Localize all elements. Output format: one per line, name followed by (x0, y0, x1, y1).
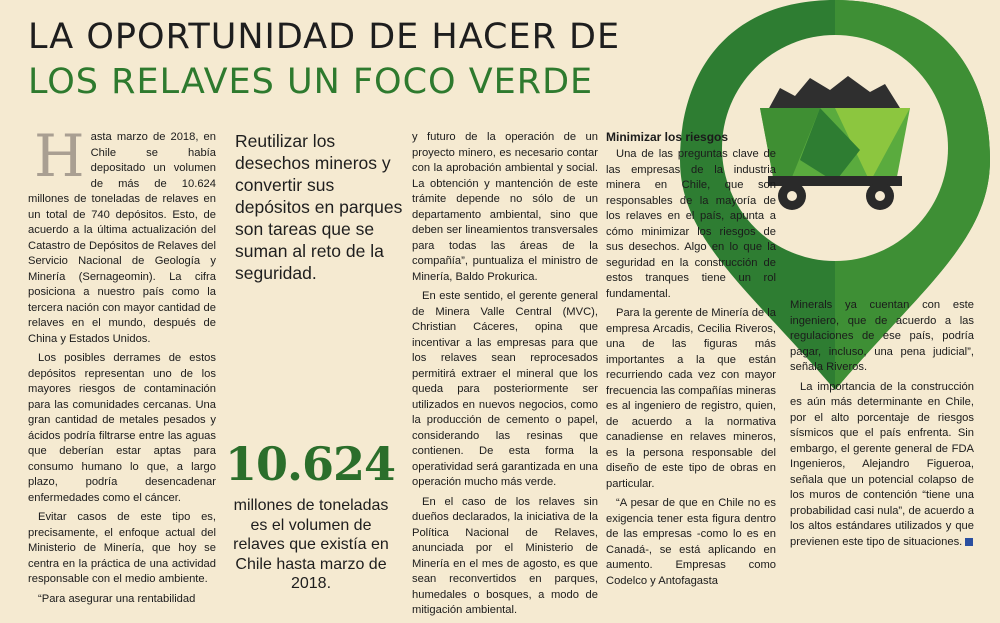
paragraph: Evitar casos de este tipo es, precisamente, el enfoque actual del Ministerio de Minería, que hoy se centra en la práctica de una actividad responsable con el medio ambiente. (28, 511, 216, 585)
highlight-number: 10.624 (225, 437, 396, 491)
paragraph (28, 122, 216, 347)
headline-line-2: LOS RELAVES UN FOCO VERDE (28, 62, 594, 102)
section-subhead: Minimizar los riesgos (606, 130, 729, 144)
cart-wheel-hub (875, 191, 885, 201)
paragraph-text: La importancia de la construcción es aún más determinante en Chile, por el alto porcentaje de riesgos sísmicos que el país enfrenta. Sin embargo, el gerente general de FDA Ingenieros, Alejandro Figueroa, señala que un potencial colapso de los muros de contención “tiene una probabilidad casi nula”, de acuerdo a los altos estándares utilizados y que previenen este tipo de situaciones. (790, 380, 974, 548)
paragraph: Minerals ya cuentan con este ingeniero, que de acuerdo a las regulaciones de ese país, podría pagar, incluso, una pena judicial”, señala Riveros. (790, 299, 974, 373)
article-column-4 (606, 130, 776, 593)
headline-line-1: LA OPORTUNIDAD DE HACER DE (28, 17, 621, 57)
drop-cap: H (34, 122, 85, 190)
cart-wheel-hub (787, 191, 797, 201)
article-column-3 (412, 130, 598, 623)
paragraph: y futuro de la operación de un proyecto minero, es necesario contar con la aprobación ambiental y social. La obtención y mantención de este trámite depende no sólo de un departamento ambiental, sino que deben ser lineamientos transversales para todas las áreas de la compañía”, puntualiza el ministro de Minería, Baldo Prokurica. (412, 131, 598, 283)
paragraph: “A pesar de que en Chile no es exigencia tener esta figura dentro de las empresas -como lo es en Canadá-, se está aplicando en aumento. Empresas como Codelco y Antofagasta (606, 497, 776, 587)
paragraph: En este sentido, el gerente general de Minera Valle Central (MVC), Christian Cáceres, opina que incentivar a las empresas para que los relaves sean reprocesados permitirá extraer el mineral que los queda para posteriormente ser utilizados en nuevos negocios, como la producción de cemento o papel, considerando las resinas que contienen. De esta forma la operatividad será garantizada en una operación mucho más verde. (412, 290, 598, 488)
paragraph: Una de las preguntas clave de las empresas de la industria minera en Chile, que son responsables de la mayoría de los relaves en el país, apunta a cómo minimizar los riesgos de sus desechos. Algo en lo que la seguridad en la construcción de estos tranques tiene un rol fundamental. (606, 148, 776, 300)
article-column-1 (28, 122, 216, 611)
article-column-5 (790, 298, 974, 554)
paragraph: En el caso de los relaves sin dueños declarados, la iniciativa de la Política Nacional de Relaves, anunciada por el Ministerio de Minería en el mes de agosto, es que sean reconvertidos en parques, humedales o bosques, a modo de mitigación ambiental. (412, 495, 598, 616)
paragraph: Para la gerente de Minería de la empresa Arcadis, Cecilia Riveros, una de las figuras más importantes a la que están recurriendo cada vez con mayor frecuencia las compañías mineras es al ingeniero de registro, quien, de acuerdo a la normativa canadiense en relaves mineros, es la persona responsable del diseño de este tipo de obras en particular. (606, 307, 776, 490)
highlight-caption: millones de toneladas es el volumen de relaves que existía en Chile hasta marzo de 2018. (233, 497, 389, 592)
paragraph-text: asta marzo de 2018, en Chile se había depositado un volumen de más de 10.624 millones de toneladas de relaves en un total de 740 depósitos. Esto, de acuerdo a la última actualización del Catastro de Depósitos de Relaves del Servicio Nacional de Geología y Minería (Sernageomin). La cifra posiciona a nuestro país como la tercera nación con mayor cantidad de relaves en el mundo, después de China y Estados Unidos. (28, 131, 216, 345)
end-mark-icon (965, 538, 973, 546)
lead-text: Reutilizar los desechos mineros y convertir sus depósitos en parques son tareas que se suman al reto de la seguridad. (235, 131, 403, 283)
paragraph (790, 380, 974, 551)
paragraph: “Para asegurar una rentabilidad (38, 592, 196, 605)
paragraph: Los posibles derrames de estos depósitos representan uno de los mayores riesgos de contaminación para las comunidades cercanas. Una gran cantidad de metales pesados y ácidos podría filtrarse entre las aguas que deberían estar aptas para consumo humano lo que, a largo plazo, podría desencadenar enfermedades como el cáncer. (28, 352, 216, 504)
